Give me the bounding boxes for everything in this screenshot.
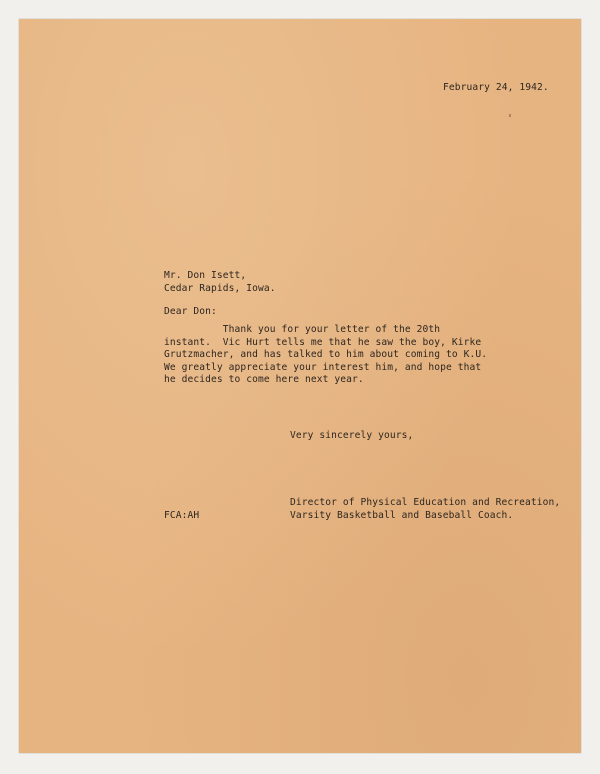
recipient-address bbox=[164, 270, 276, 295]
letter-date: February 24, 1942. bbox=[443, 82, 549, 93]
reference-initials: FCA:AH bbox=[164, 510, 200, 521]
body-line: Grutzmacher, and has talked to him about coming to K.U. bbox=[164, 349, 488, 361]
recipient-location: Cedar Rapids, Iowa. bbox=[164, 282, 276, 294]
body-line: he decides to come here next year. bbox=[164, 374, 364, 386]
complimentary-close: Very sincerely yours, bbox=[290, 430, 414, 441]
letter-body bbox=[164, 324, 487, 387]
signature-title-line: Varsity Basketball and Baseball Coach. bbox=[290, 509, 514, 521]
letter-sheet bbox=[19, 19, 581, 753]
paper-speck bbox=[509, 114, 511, 117]
body-line: instant. Vic Hurt tells me that he saw the boy, Kirke bbox=[164, 336, 482, 348]
signature-block bbox=[290, 497, 560, 522]
signature-title-line: Director of Physical Education and Recreation, bbox=[290, 497, 561, 508]
salutation: Dear Don: bbox=[164, 306, 217, 317]
body-line: We greatly appreciate your interest him, and hope that bbox=[164, 361, 482, 373]
body-line: Thank you for your letter of the 20th bbox=[164, 324, 441, 335]
recipient-name: Mr. Don Isett, bbox=[164, 270, 247, 281]
